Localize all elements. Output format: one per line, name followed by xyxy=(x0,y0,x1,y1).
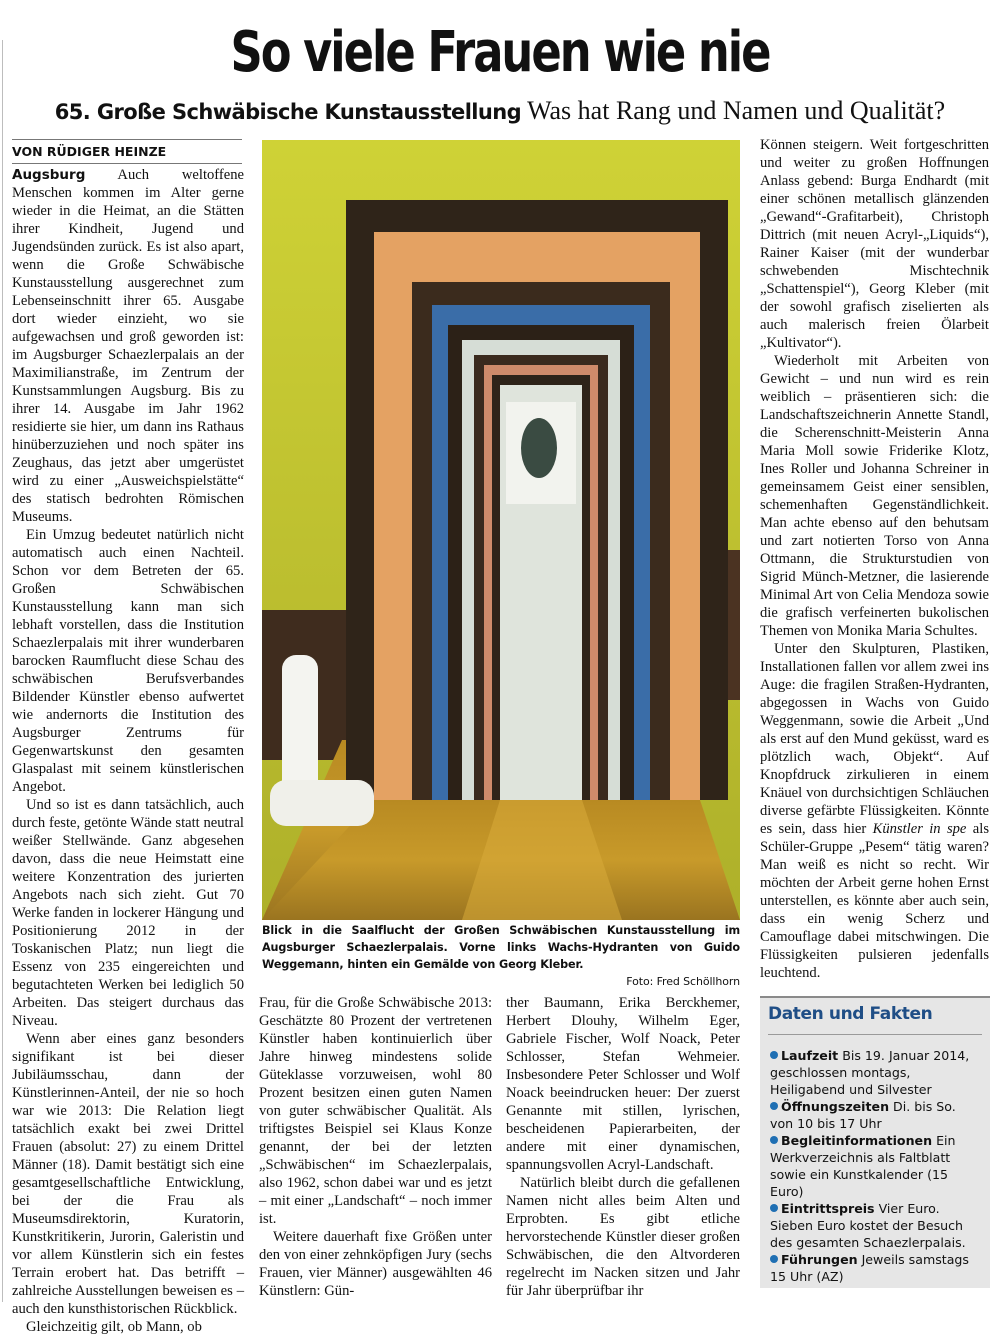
paragraph xyxy=(760,640,989,982)
bullet-icon xyxy=(770,1255,778,1263)
bullet-icon xyxy=(770,1204,778,1212)
facts-item xyxy=(770,1251,982,1285)
facts-value: Ein Werkverzeichnis als Faltblatt sowie ein Kunstkalender (15 Euro) xyxy=(770,1133,956,1199)
byline: VON RÜDIGER HEINZE xyxy=(12,139,242,164)
paragraph: Ein Umzug bedeutet natürlich nicht automatisch auch einen Nachteil. Schon vor dem Betreten der 65. Großen Schwäbischen Kunstausstellung kann man sich lebhaft vorstellen, dass die Institution Schaezlerpalais mit ihrer wunderbaren barocken Raumflucht diese Schau des schwäbischen Berufsverbandes Bildender Künstler ebenso aufwertet wie andernorts die Institution des Augsburger Zentrums für Gegenwartskunst den gesamten Glaspalast mit seinem künstlerischen Angebot. xyxy=(12,527,244,795)
facts-key: Führungen xyxy=(781,1252,858,1267)
facts-value: Bis 19. Januar 2014, geschlossen montags, Heiligabend und Silvester xyxy=(770,1048,970,1097)
paragraph-text-tail: als Schüler-Gruppe „Pesem“ tätig waren? Man weiß es nicht so recht. Wir möchten der Arbeit gerne hohen Ernst unterstellen, es könnte aber auch sein, dass ein wenig Scherz und Camouflage dabei mitschwingen. Die Flüssigkeiten pulsieren jedenfalls leuchtend. xyxy=(760,821,990,981)
article-photo xyxy=(262,140,740,920)
facts-key: Öffnungszeiten xyxy=(781,1099,890,1114)
article-column-4 xyxy=(760,136,989,981)
paragraph-text: Auch weltoffene Menschen kommen im Alter gerne wieder in die Heimat, an die Stätten ihrer Kindheit, Jugend und Jugendsünden zurück. Es ist also apart, wenn die Große Schwäbische Kunstausstellung ausgerechnet zum Lebenseinschnitt ihrer 65. Ausgabe dort wieder einzieht, wo sie aufgewachsen und groß geworden ist: im Augsburger Schaezlerpalais an der Maximilianstraße, im Zentrum der Kunstsammlungen Augsburg. Bis zu ihrer 14. Ausgabe im Jahr 1962 residierte sie hier, um dann ins Rathaus hinüberzuziehen und noch später ins Zeughaus, das jetzt aber umgerüstet wird zu einer „Ausweichspielstätte“ des statisch bedrohten Römischen Museums. xyxy=(12,167,244,525)
caption-text: Blick in die Saalflucht der Großen Schwäbischen Kunstausstellung im Augsburger Schaezlerpalais. Vorne links Wachs-Hydranten von Guido Weggemann, hinten ein Gemälde von Georg Kleber. xyxy=(262,924,740,971)
paragraph: Und so ist es dann tatsächlich, auch durch feste, getönte Wände statt neutral weißer Stellwände. Ganz abgesehen davon, dass die neue Heimstatt eine weitere Konzentration des jurierten Angebots nach sich zieht. Gut 70 Werke fanden in lockerer Hängung und Positionierung 2012 in der Toskanischen Platz; nun liegt die Essenz von 235 eingereichten und begutachteten Werken bei lediglich 50 Arbeiten. Das steigert durchaus das Niveau. xyxy=(12,797,244,1029)
paragraph: Wenn aber eines ganz besonders signifikant ist bei dieser Jubiläumsschau, dann der Künstlerinnen-Anteil, der nie so hoch war wie 2013: Die Relation liegt tatsächlich exakt bei zwei Drittel Frauen (absolut: 27) zu einem Drittel Männer (18). Damit bestätigt sich eine gesamtgesellschaftliche Entwicklung, bei der die Frau als Museumsdirektorin, Kuratorin, Kunstkritikerin, Jurorin, Galeristin und vor allem Künstlerin sich ein festes Terrain erobert hat. Das betrifft – zahlreiche Ausstellungen beweisen es – auch den kunsthistorischen Rückblick. xyxy=(12,1031,244,1317)
subhead-question: Was hat Rang und Namen und Qualität? xyxy=(527,96,946,125)
facts-value: Di. bis So. von 10 bis 17 Uhr xyxy=(770,1099,956,1131)
bullet-icon xyxy=(770,1102,778,1110)
facts-key: Begleitinformationen xyxy=(781,1133,933,1148)
facts-value: Vier Euro. Sieben Euro kostet der Besuch des gesamten Schaezlerpalais. xyxy=(770,1201,966,1250)
photo-credit: Foto: Fred Schöllhorn xyxy=(626,975,740,988)
facts-divider xyxy=(768,1034,982,1035)
enfilade-photo-illustration xyxy=(262,140,740,920)
paragraph: Wiederholt mit Arbeiten von Gewicht – und nun wird es rein weiblich – präsentieren sich: die Landschaftszeichnerin Annette Standl, die Scherenschnitt-Meisterin Anna Maria Moll sowie Friderike Klotz, Ines Roller und Johanna Schreiner in gemeinsamem Geist einer sensiblen, schemenhaften Gegenständlichkeit. Man achte ebenso auf den behutsam und zart notierten Torso von Anna Ottmann, die Strukturstudien von Sigrid Münch-Metzner, die lasierende Minimal Art von Celia Mendoza sowie die grafisch verfeinerten bukolischen Themen von Monika Maria Schultes. xyxy=(760,353,989,639)
paragraph: ther Baumann, Erika Berckhemer, Herbert Dlouhy, Wilhelm Eger, Gabriele Fischer, Wolf Noack, Peter Schlosser, Stefan Wehmeier. Insbesondere Peter Schlosser und Wolf Noack beeindrucken heuer: Der zuerst Genannte mit stillen, lyrischen, bescheidenen Papierarbeiten, der andere mit einer dynamischen, spannungsvollen Acryl-Landschaft. xyxy=(506,995,740,1173)
facts-item xyxy=(770,1098,982,1132)
facts-item xyxy=(770,1200,982,1251)
bullet-icon xyxy=(770,1051,778,1059)
photo-caption xyxy=(262,922,740,990)
article-column-1 xyxy=(12,166,244,1335)
dateline: Augsburg xyxy=(12,167,86,183)
facts-box xyxy=(760,996,990,1288)
paragraph: Frau, für die Große Schwäbische 2013: Geschätzte 80 Prozent der vertretenen Künstler haben kontinuierlich über Jahre hinweg mindestens solide Güteklasse vorzuweisen, wohl 80 Prozent besitzen einen guten Namen von guter schwäbischer Qualität. Als triftigstes Beispiel sei Klaus Konze genannt, der bei der letzten „Schwäbischen“ im Schaezlerpalais, also 1962, schon dabei war und es jetzt – mit einer „Landschaft“ – noch immer ist. xyxy=(259,995,492,1227)
article-column-3 xyxy=(506,994,740,1299)
italic-phrase: Künstler in spe xyxy=(872,821,967,837)
facts-title: Daten und Fakten xyxy=(768,1004,933,1024)
page-edge-rule xyxy=(2,40,3,1302)
subheadline xyxy=(0,94,1000,129)
subhead-kicker: 65. Große Schwäbische Kunstausstellung xyxy=(54,100,522,124)
bullet-icon xyxy=(770,1136,778,1144)
facts-list xyxy=(760,1047,990,1285)
headline: So viele Frauen wie nie xyxy=(230,20,770,85)
wax-hydrant-sculpture xyxy=(282,655,318,795)
paragraph xyxy=(12,166,244,526)
facts-value: Jeweils samstags 15 Uhr (AZ) xyxy=(770,1252,969,1284)
facts-key: Laufzeit xyxy=(781,1048,839,1063)
facts-item xyxy=(770,1047,982,1098)
paragraph: Natürlich bleibt durch die gefallenen Namen nicht alles beim Alten und Erprobten. Es gibt etliche hervorstechende Künstler dieser großen Schwäbischen, die den Altvorderen regelrecht im Nacken sitzen und Jahr für Jahr überprüfbar ihr xyxy=(506,1175,740,1299)
article-column-2 xyxy=(259,994,492,1299)
painting-figure xyxy=(521,418,557,478)
wax-hydrant-base xyxy=(270,780,374,826)
paragraph: Weitere dauerhaft fixe Größen unter den von einer zehnköpfigen Jury (sechs Frauen, vier Männer) ausgewählten 46 Künstlern: Gün- xyxy=(259,1229,492,1299)
facts-item xyxy=(770,1132,982,1200)
facts-key: Eintrittspreis xyxy=(781,1201,875,1216)
paragraph-text: Unter den Skulpturen, Plastiken, Installationen fallen vor allem zwei ins Auge: die fragilen Straßen-Hydranten, abgegossen in Wachs von Guido Weggenmann, sowie die Arbeit „Und als erst auf den Mund geküsst, ward es plötzlich wach, Objekt“. Auf Knopfdruck zirkulieren in einem Knäuel von durchsichtigen Schläuchen diverse gefärbte Flüssigkeiten. Könnte es sein, dass hier xyxy=(760,641,989,837)
paragraph: Gleichzeitig gilt, ob Mann, ob xyxy=(26,1319,202,1335)
paragraph: Können steigern. Weit fortgeschritten und weiter zu großen Hoffnungen Anlass gebend: Burga Endhardt (mit einer schönen metallisch glänzenden „Gewand“-Grafitarbeit), Christoph Dittrich (mit neuen Acryl-„Liquids“), Rainer Kaiser (mit der wunderbar schwebenden Mischtechnik „Schattenspiel“), Georg Kleber (mit der sowohl grafisch ziselierten als auch malerisch freien Ölarbeit „Kultivator“). xyxy=(760,137,989,351)
